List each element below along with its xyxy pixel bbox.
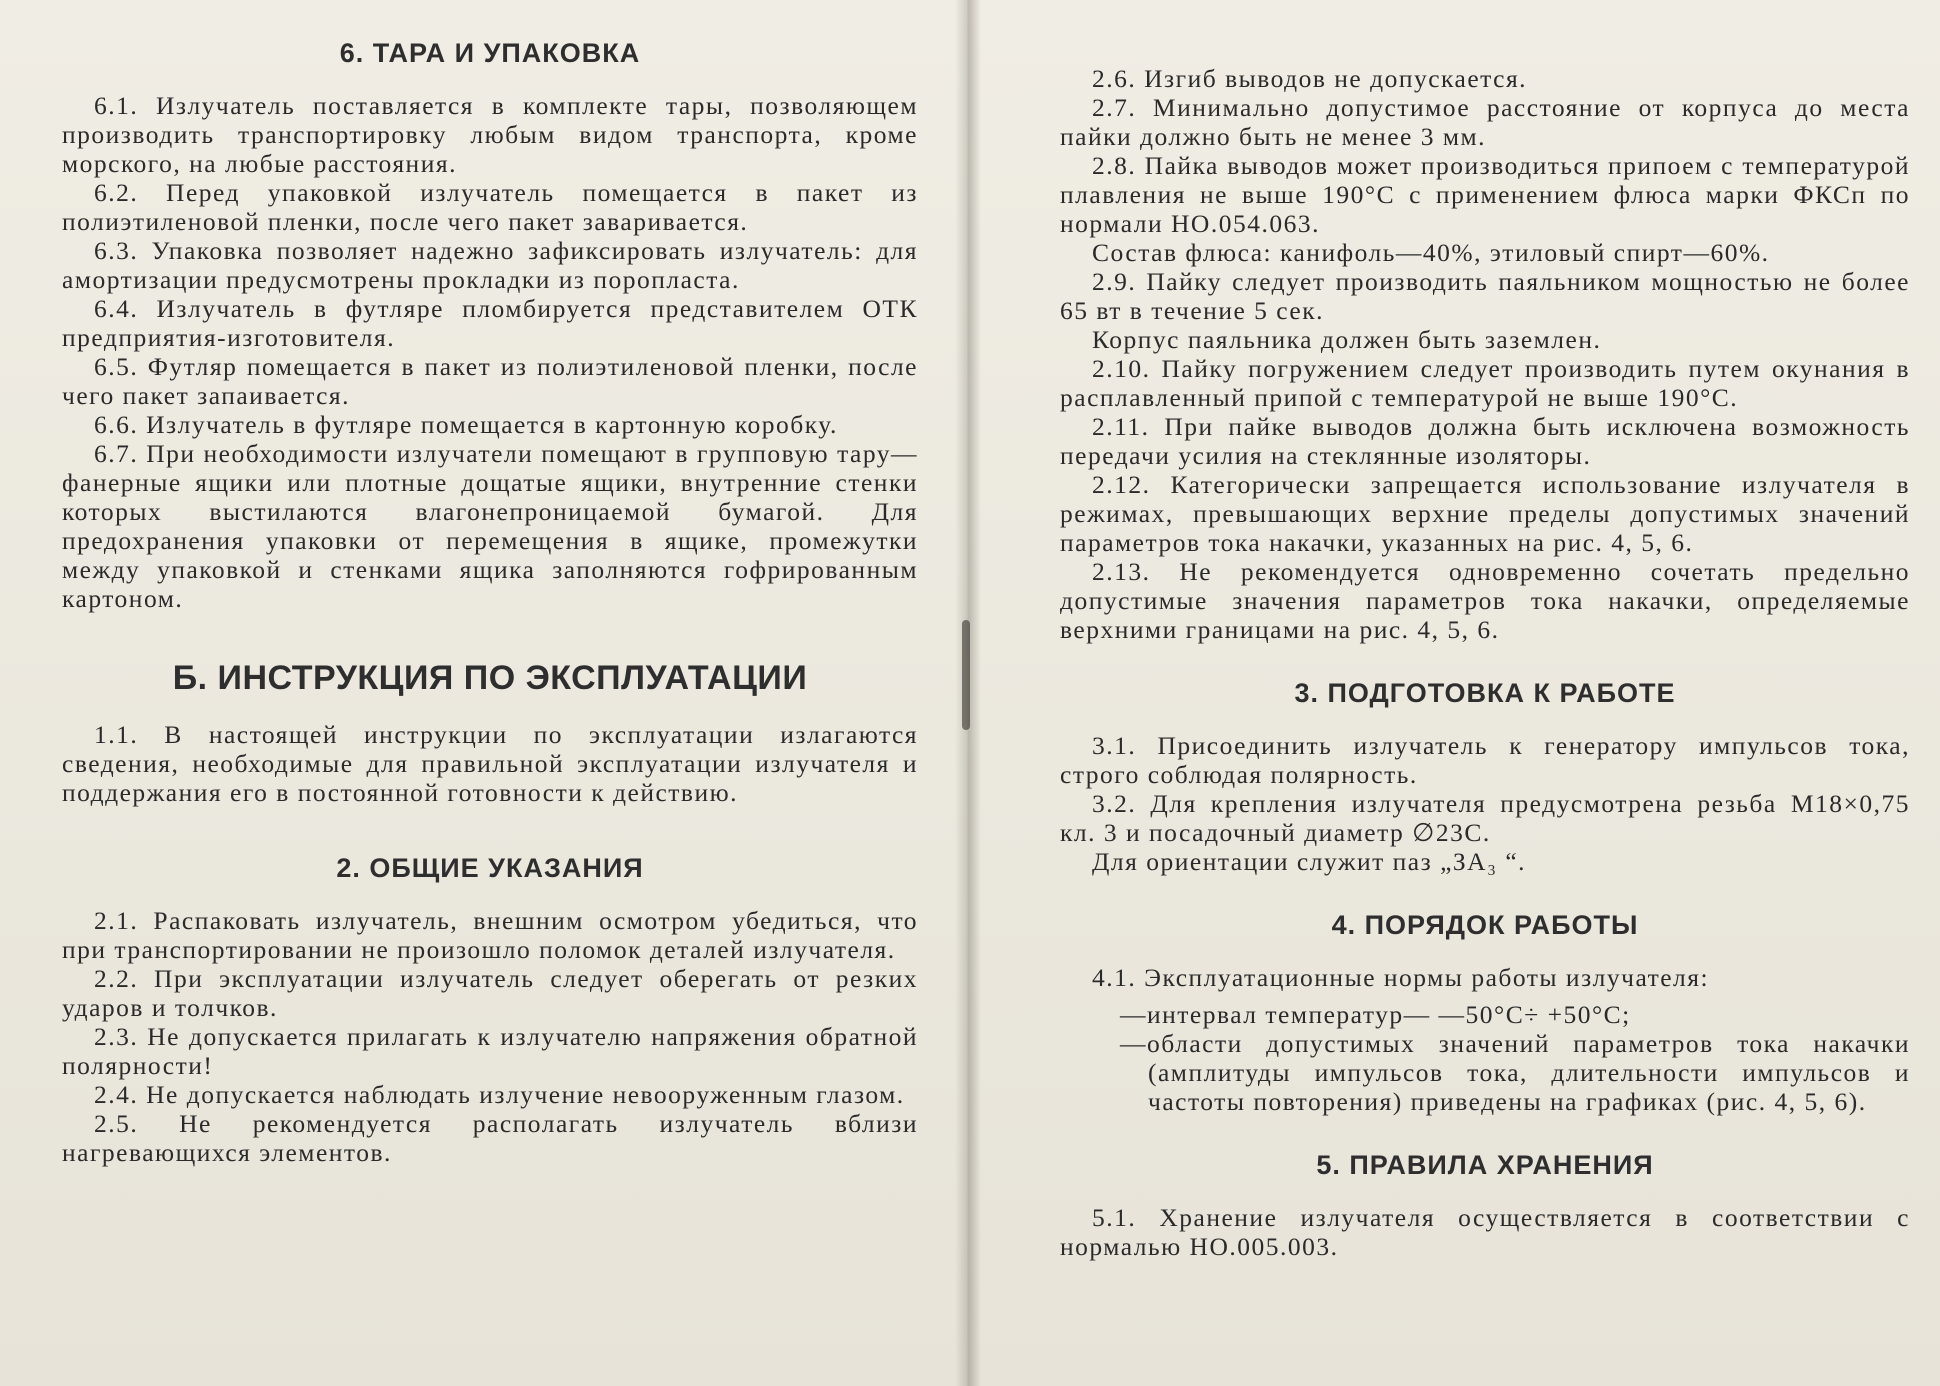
paragraph-1-1: 1.1. В настоящей инструкции по эксплуатации излагаются сведения, необходимые для правильной эксплуатации излучателя и поддержания его в постоянной готовности к действию. [62,720,918,807]
paragraph-soldering-iron-ground: Корпус паяльника должен быть заземлен. [1092,325,1602,354]
paragraph-3-2: 3.2. Для крепления излучателя предусмотрена резьба М18×0,75 кл. 3 и посадочный диаметр ∅23С. [1060,789,1910,847]
section-3-title: 3. ПОДГОТОВКА К РАБОТЕ [1294,678,1676,708]
paragraph-2-10: 2.10. Пайку погружением следует производить путем окунания в расплавленный припой с температурой не выше 190°С. [1060,354,1910,412]
crease-mark [962,620,970,730]
part-b-title: Б. ИНСТРУКЦИЯ ПО ЭКСПЛУАТАЦИИ [172,659,808,697]
right-page [968,0,1940,1386]
paragraph-3-1: 3.1. Присоединить излучатель к генератору импульсов тока, строго соблюдая полярность. [1060,731,1910,789]
paragraph-5-1: 5.1. Хранение излучателя осуществляется в соответствии с нормалью НО.005.003. [1060,1203,1910,1261]
list-item-current-params: —области допустимых значений параметров тока накачки (амплитуды импульсов тока, длительности импульсов и частоты повторения) приведены на графиках (рис. 4, 5, 6). [1120,1029,1910,1116]
section-2-title: 2. ОБЩИЕ УКАЗАНИЯ [336,853,644,883]
paragraph-2-5: 2.5. Не рекомендуется располагать излучатель вблизи нагревающихся элементов. [62,1109,918,1167]
left-page [0,0,968,1386]
section-6-title: 6. ТАРА И УПАКОВКА [339,38,641,68]
list-item-temperature: —интервал температур— —50°С÷ +50°С; [1120,1000,1631,1029]
paragraph-2-3: 2.3. Не допускается прилагать к излучателю напряжения обратной полярности! [62,1022,918,1080]
paragraph-6-7: 6.7. При необходимости излучатели помещают в групповую тару—фанерные ящики или плотные дощатые ящики, внутренние стенки которых выстилаются влагонепроницаемой бумагой. Для предохранения упаковки от перемещения в ящике, промежутки между упаковкой и стенками ящика заполняются гофрированным картоном. [62,439,918,613]
paragraph-6-1: 6.1. Излучатель поставляется в комплекте тары, позволяющем производить транспортировку любым видом транспорта, кроме морского, на любые расстояния. [62,91,918,178]
paragraph-2-8: 2.8. Пайка выводов может производиться припоем с температурой плавления не выше 190°С с применением флюса марки ФКСп по нормали НО.054.063. [1060,151,1910,238]
section-4-title: 4. ПОРЯДОК РАБОТЫ [1331,910,1639,940]
paragraph-2-6: 2.6. Изгиб выводов не допускается. [1092,64,1528,93]
paragraph-2-13: 2.13. Не рекомендуется одновременно сочетать предельно допустимые значения параметров тока накачки, определяемые верхними границами на рис. 4, 5, 6. [1060,557,1910,644]
paragraph-6-6: 6.6. Излучатель в футляре помещается в картонную коробку. [94,410,838,439]
paragraph-orientation: Для ориентации служит паз „ЗА₃ “. [1092,847,1527,876]
paragraph-6-3: 6.3. Упаковка позволяет надежно зафиксировать излучатель: для амортизации предусмотрены прокладки из поропласта. [62,236,918,294]
paragraph-2-4: 2.4. Не допускается наблюдать излучение невооруженным глазом. [94,1080,905,1109]
paragraph-6-5: 6.5. Футляр помещается в пакет из полиэтиленовой пленки, после чего пакет запаивается. [62,352,918,410]
paragraph-2-11: 2.11. При пайке выводов должна быть исключена возможность передачи усилия на стеклянные изоляторы. [1060,412,1910,470]
section-5-title: 5. ПРАВИЛА ХРАНЕНИЯ [1316,1150,1654,1180]
paragraph-2-7: 2.7. Минимально допустимое расстояние от корпуса до места пайки должно быть не менее 3 мм. [1060,93,1910,151]
paragraph-2-12: 2.12. Категорически запрещается использование излучателя в режимах, превышающих верхние пределы допустимых значений параметров тока накачки, указанных на рис. 4, 5, 6. [1060,470,1910,557]
paragraph-flux-composition: Состав флюса: канифоль—40%, этиловый спирт—60%. [1092,238,1770,267]
paragraph-2-1: 2.1. Распаковать излучатель, внешним осмотром убедиться, что при транспортировании не произошло поломок деталей излучателя. [62,906,918,964]
paragraph-6-4: 6.4. Излучатель в футляре пломбируется представителем ОТК предприятия-изготовителя. [62,294,918,352]
paragraph-4-1: 4.1. Эксплуатационные нормы работы излучателя: [1092,963,1710,992]
paragraph-2-9: 2.9. Пайку следует производить паяльником мощностью не более 65 вт в течение 5 сек. [1060,267,1910,325]
paragraph-6-2: 6.2. Перед упаковкой излучатель помещается в пакет из полиэтиленовой пленки, после чего пакет заваривается. [62,178,918,236]
paragraph-2-2: 2.2. При эксплуатации излучатель следует оберегать от резких ударов и толчков. [62,964,918,1022]
